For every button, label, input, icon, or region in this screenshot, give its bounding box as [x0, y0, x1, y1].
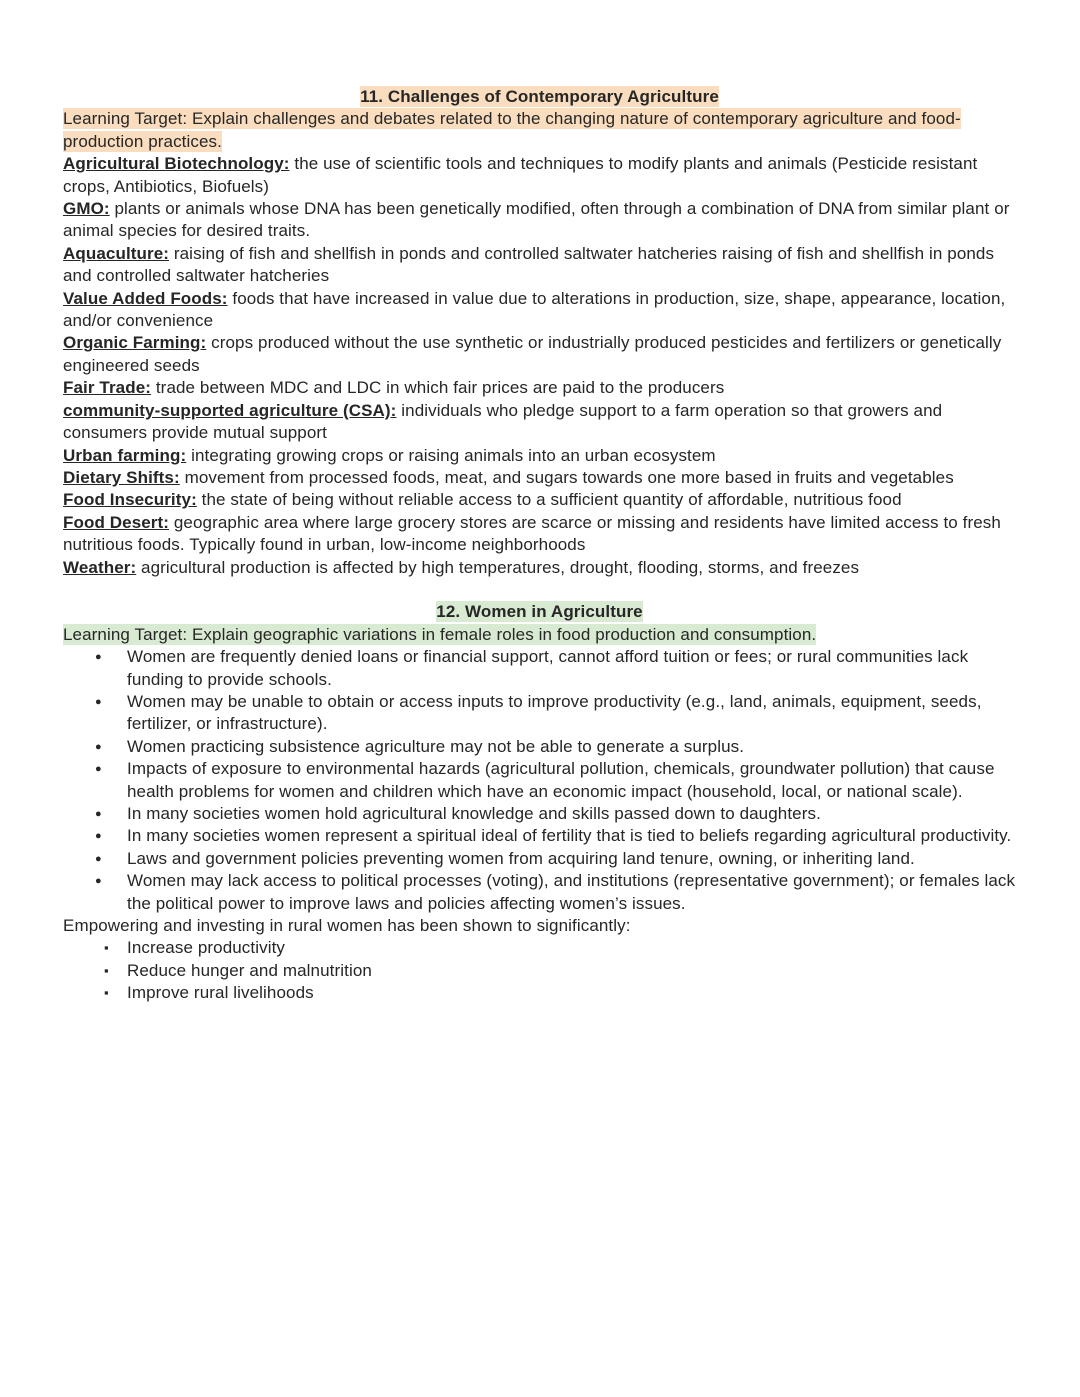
bullet-icon: ● — [95, 763, 102, 776]
section12-title: 12. Women in Agriculture — [436, 602, 643, 622]
term-label: Fair Trade: — [63, 378, 152, 398]
term-label: Aquaculture: — [63, 243, 170, 263]
term-label: community-supported agriculture (CSA): — [63, 400, 397, 420]
term-definition-row — [63, 400, 1016, 445]
bullet-icon: ● — [95, 740, 102, 753]
bullet-item — [95, 758, 1016, 803]
term-label: Urban farming: — [63, 445, 187, 465]
bullet-text: Women are frequently denied loans or financial support, cannot afford tuition or fees; or rural communities lack funding to provide schools. — [127, 647, 969, 689]
bullet-icon: ● — [95, 875, 102, 888]
term-text: crops produced without the use synthetic or industrially produced pesticides and fertilizers or genetically engineered seeds — [63, 333, 1002, 375]
term-definition-row — [63, 198, 1016, 243]
bullet-item — [95, 870, 1016, 915]
term-text: geographic area where large grocery stores are scarce or missing and residents have limited access to fresh nutritious foods. Typically found in urban, low-income neighborhoods — [63, 512, 1001, 555]
bullet-item — [95, 825, 1016, 847]
term-definition-row — [63, 557, 1016, 579]
term-definition-row — [63, 489, 1016, 511]
bullet-icon: ● — [95, 651, 102, 664]
closing-statement: Empowering and investing in rural women has been shown to significantly: — [63, 916, 631, 936]
term-definition-row — [63, 467, 1016, 489]
term-text: raising of fish and shellfish in ponds and controlled saltwater hatcheries raising of fish and shellfish in ponds and controlled saltwater hatcheries — [63, 243, 995, 286]
section12-title-row — [63, 601, 1016, 623]
bullet-icon: ● — [95, 807, 102, 820]
square-bullet-icon: ▪ — [104, 985, 109, 1001]
term-text: integrating growing crops or raising animals into an urban ecosystem — [186, 445, 716, 465]
section11-learning-target-row — [63, 108, 1016, 153]
term-definition-row — [63, 512, 1016, 557]
sub-bullet-item — [104, 937, 1016, 959]
term-definition-row — [63, 445, 1016, 467]
term-label: Food Insecurity: — [63, 490, 197, 510]
bullet-icon: ● — [95, 852, 102, 865]
section-gap — [63, 579, 1016, 601]
section12-learning-target-row — [63, 624, 1016, 646]
bullet-item — [95, 848, 1016, 870]
bullet-text: In many societies women hold agricultural knowledge and skills passed down to daughters. — [127, 803, 821, 823]
section11-title-row — [63, 86, 1016, 108]
square-bullet-icon: ▪ — [104, 940, 109, 956]
sub-bullet-text: Improve rural livelihoods — [127, 983, 314, 1003]
term-text: foods that have increased in value due to alterations in production, size, shape, appearance, location, and/or convenience — [63, 288, 1006, 331]
sub-bullet-text: Reduce hunger and malnutrition — [127, 960, 372, 980]
bullet-item — [95, 736, 1016, 758]
term-definition-row — [63, 377, 1016, 399]
bullet-item — [95, 803, 1016, 825]
bullet-icon: ● — [95, 830, 102, 843]
term-text: agricultural production is affected by high temperatures, drought, flooding, storms, and freezes — [136, 557, 860, 577]
term-text: individuals who pledge support to a farm operation so that growers and consumers provide mutual support — [63, 400, 943, 443]
term-label: Value Added Foods: — [63, 288, 228, 308]
bullet-icon: ● — [95, 695, 102, 708]
section-women — [63, 601, 1016, 1004]
sub-bullet-item — [104, 982, 1016, 1004]
term-label: Weather: — [63, 557, 137, 577]
term-text: the state of being without reliable access to a sufficient quantity of affordable, nutritious food — [196, 490, 902, 510]
term-definition-row — [63, 332, 1016, 377]
term-label: Dietary Shifts: — [63, 467, 180, 487]
bullet-text: Impacts of exposure to environmental hazards (agricultural pollution, chemicals, groundwater pollution) that cause health problems for women and children which have an economic impact (household, local, or national scale). — [127, 759, 995, 801]
section12-learning-target: Learning Target: Explain geographic variations in female roles in food production and consumption. — [63, 624, 817, 644]
term-definition-row — [63, 288, 1016, 333]
term-label: Food Desert: — [63, 512, 170, 532]
bullet-text: Women may lack access to political processes (voting), and institutions (representative government); or females lack the political power to improve laws and policies affecting women’s issues. — [127, 871, 1016, 913]
section11-title: 11. Challenges of Contemporary Agriculture — [360, 87, 719, 106]
bullet-text: Laws and government policies preventing women from acquiring land tenure, owning, or inheriting land. — [127, 848, 915, 868]
term-text: trade between MDC and LDC in which fair prices are paid to the producers — [151, 378, 725, 398]
term-text: movement from processed foods, meat, and sugars towards one more based in fruits and vegetables — [179, 467, 954, 487]
term-label: Agricultural Biotechnology: — [63, 154, 290, 174]
bullet-item — [95, 691, 1016, 736]
term-text: the use of scientific tools and techniques to modify plants and animals (Pesticide resistant crops, Antibiotics, Biofuels) — [63, 154, 978, 196]
sub-bullet-item — [104, 960, 1016, 982]
bullet-text: In many societies women represent a spiritual ideal of fertility that is tied to beliefs regarding agricultural productivity. — [127, 826, 1012, 846]
square-bullet-icon: ▪ — [104, 962, 109, 978]
term-definition-row — [63, 243, 1016, 288]
section11-learning-target: Learning Target: Explain challenges and debates related to the changing nature of contemporary agriculture and food-production practices. — [63, 109, 961, 151]
sub-bullet-text: Increase productivity — [127, 938, 286, 958]
bullet-text: Women practicing subsistence agriculture may not be able to generate a surplus. — [127, 736, 745, 756]
term-label: GMO: — [63, 199, 110, 219]
term-text: plants or animals whose DNA has been genetically modified, often through a combination of DNA from similar plant or animal species for desired traits. — [63, 199, 1010, 241]
bullet-text: Women may be unable to obtain or access inputs to improve productivity (e.g., land, animals, equipment, seeds, fertilizer, or infrastructure). — [127, 691, 982, 734]
section-challenges — [63, 86, 1016, 579]
term-definition-row — [63, 153, 1016, 198]
term-label: Organic Farming: — [63, 333, 207, 353]
bullet-item — [95, 646, 1016, 691]
